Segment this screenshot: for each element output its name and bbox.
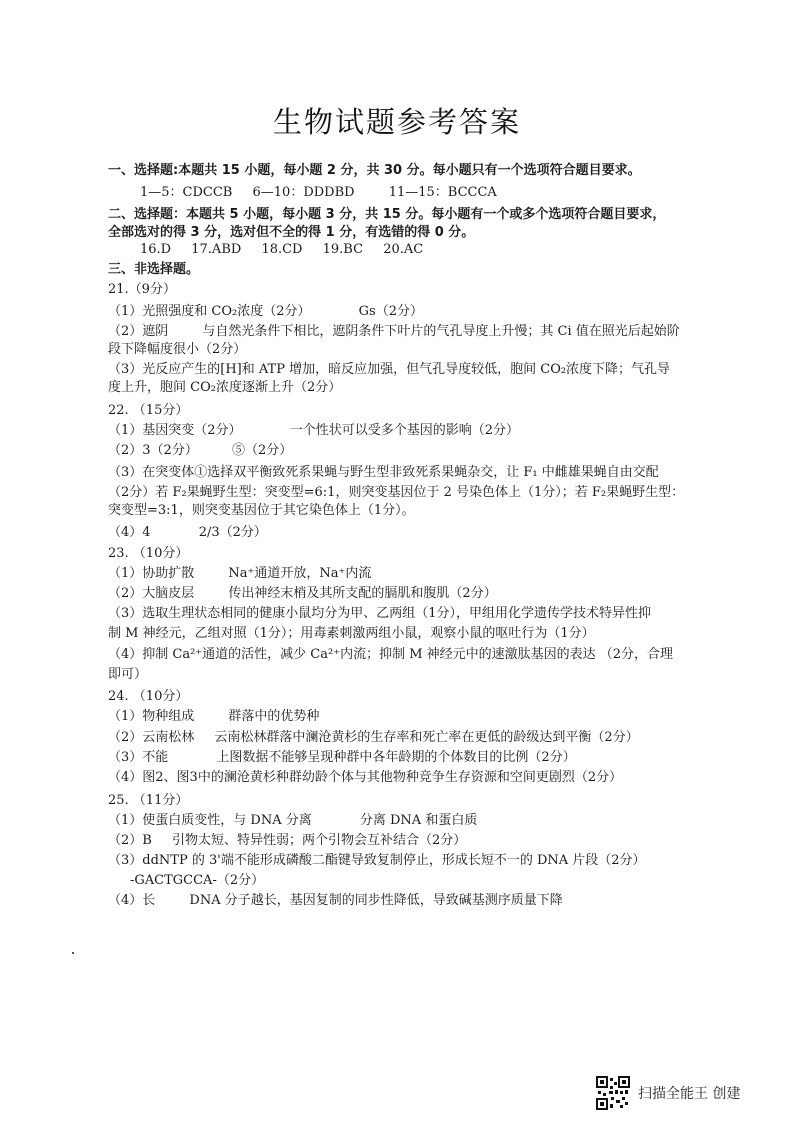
- q23-part1: [108, 565, 708, 583]
- section2-header-line1: 二、选择题：本题共 5 小题，每小题 3 分，共 15 分。每小题有一个或多个选项符合题目要求，: [108, 207, 666, 222]
- q22-part4: [108, 524, 708, 542]
- answers-11-15: 11—15：BCCCA: [388, 185, 497, 200]
- answers-6-10: 6—10：DDDBD: [252, 185, 355, 200]
- answer-16: 16.D: [140, 242, 172, 257]
- q23-part3: （3）选取生理状态相同的健康小鼠均分为甲、乙两组（1分），甲组用化学遗传学技术特异性抑: [108, 606, 652, 621]
- q25-part1-answer-a: （1）使蛋白质变性，与 DNA 分离: [108, 813, 312, 828]
- q24-part2-answer-b: 云南松林群落中澜沧黄杉的生存率和死亡率在更低的龄级达到平衡（2分）: [214, 730, 639, 745]
- q25-part2-answer-a: （2）B: [108, 833, 152, 848]
- q22-part3: （3）在突变体①选择双平衡致死系果蝇与野生型非致死系果蝇杂交，让 F₁ 中雌雄果蝇自由交配: [108, 465, 659, 480]
- q21-part1-answer-b: Gs（2分）: [358, 304, 423, 319]
- q21-part1-answer-a: （1）光照强度和 CO₂浓度（2分）: [108, 304, 311, 319]
- q22-part2: [108, 442, 708, 460]
- q22-part1: [108, 422, 708, 440]
- q21-heading: 21.（9分）: [108, 282, 176, 297]
- q25-part3-cont: -GACTGCCA-（2分）: [130, 873, 265, 888]
- scanner-watermark: [596, 1075, 740, 1111]
- q23-part3-cont: 制 M 神经元，乙组对照（1分）；用毒素刺激两组小鼠，观察小鼠的呕吐行为（1分）: [108, 626, 595, 641]
- scan-speck: [72, 952, 74, 954]
- section2-header-line2: 全部选对的得 3 分，选对但不全的得 1 分，有选错的得 0 分。: [108, 225, 475, 240]
- answer-18: 18.CD: [261, 242, 303, 257]
- q24-part3-answer-b: 上图数据不能够呈现种群中各年龄期的个体数目的比例（2分）: [216, 750, 576, 765]
- q22-part3-cont2: 突变型=3:1，则突变基因位于其它染色体上（1分）。: [108, 503, 415, 518]
- q21-part3-cont: 度上升，胞间 CO₂浓度逐渐上升（2分）: [108, 380, 342, 395]
- q23-part4-cont: 即可）: [108, 667, 148, 682]
- q25-heading: 25. （11分）: [108, 793, 189, 808]
- q25-part3: （3）ddNTP 的 3'端不能形成磷酸二酯键导致复制停止，形成长短不一的 DNA 片段（2分）: [108, 853, 646, 868]
- section3-header: 三、非选择题。: [108, 262, 200, 277]
- answer-17: 17.ABD: [191, 242, 242, 257]
- q25-part4-answer-a: （4）长: [108, 893, 156, 908]
- q23-heading: 23. （10分）: [108, 546, 189, 561]
- q21-part2: [108, 323, 708, 341]
- page-title: 生物试题参考答案: [272, 105, 521, 139]
- answers-1-5: 1—5：CDCCB: [140, 185, 233, 200]
- scanner-watermark-text: 扫描全能王 创建: [638, 1086, 741, 1102]
- q24-part3: [108, 749, 708, 767]
- section1-answers: [140, 184, 740, 202]
- q22-heading: 22. （15分）: [108, 403, 189, 418]
- q23-part2-answer-b: 传出神经末梢及其所支配的膈肌和腹肌（2分）: [228, 586, 497, 601]
- q22-part4-answer-b: 2/3（2分）: [198, 525, 267, 540]
- q24-part2-answer-a: （2）云南松林: [108, 730, 195, 745]
- q22-part2-answer-b: ⑤（2分）: [231, 443, 293, 458]
- q24-part3-answer-a: （3）不能: [108, 750, 169, 765]
- answer-19: 19.BC: [322, 242, 364, 257]
- q25-part1: [108, 812, 708, 830]
- qr-code-icon: [596, 1076, 630, 1110]
- q23-part1-answer-a: （1）协助扩散: [108, 566, 195, 581]
- q23-part4: （4）抑制 Ca²⁺通道的活性，减少 Ca²⁺内流；抑制 M 神经元中的速激肽基因的表达 （2分，合理: [108, 647, 674, 662]
- q21-part2-cont: 段下降幅度很小（2分）: [108, 342, 247, 357]
- q24-part1-answer-a: （1）物种组成: [108, 709, 195, 724]
- q25-part4: [108, 892, 708, 910]
- q24-heading: 24. （10分）: [108, 689, 189, 704]
- answer-20: 20.AC: [383, 242, 424, 257]
- section1-header: 一、选择题:本题共 15 小题，每小题 2 分，共 30 分。每小题只有一个选项符合题目要求。: [108, 163, 641, 178]
- q23-part1-answer-b: Na⁺通道开放，Na⁺内流: [228, 566, 372, 581]
- q24-part1-answer-b: 群落中的优势种: [228, 709, 320, 724]
- q24-part2: [108, 729, 708, 747]
- q25-part4-answer-b: DNA 分子越长，基因复制的同步性降低，导致碱基测序质量下降: [189, 893, 563, 908]
- q25-part1-answer-b: 分离 DNA 和蛋白质: [359, 813, 478, 828]
- q23-part2: [108, 585, 708, 603]
- q23-part2-answer-a: （2）大脑皮层: [108, 586, 195, 601]
- q24-part1: [108, 708, 708, 726]
- q24-part4: （4）图2、图3中的澜沧黄杉种群幼龄个体与其他物种竞争生存资源和空间更剧烈（2分）: [108, 770, 623, 785]
- q22-part3-cont1: （2分）若 F₂果蝇野生型：突变型=6:1，则突变基因位于 2 号染色体上（1分）；若 F₂果蝇野生型：: [108, 485, 685, 500]
- q22-part2-answer-a: （2）3（2分）: [108, 443, 198, 458]
- q21-part2-answer-a: （2）遮阴: [108, 324, 169, 339]
- q21-part1: [108, 303, 708, 321]
- q25-part2-answer-b: 引物太短、特异性弱；两个引物会互补结合（2分）: [171, 833, 467, 848]
- section2-answers: [140, 241, 740, 259]
- q21-part3: （3）光反应产生的[H]和 ATP 增加，暗反应加强，但气孔导度较低，胞间 CO₂浓度下降；气孔导: [108, 362, 671, 377]
- q22-part4-answer-a: （4）4: [108, 525, 151, 540]
- q22-part1-answer-b: 一个性状可以受多个基因的影响（2分）: [289, 423, 519, 438]
- q25-part2: [108, 832, 708, 850]
- q21-part2-answer-b: 与自然光条件下相比，遮阴条件下叶片的气孔导度上升慢；其 Ci 值在照光后起始阶: [202, 324, 680, 339]
- q22-part1-answer-a: （1）基因突变（2分）: [108, 423, 242, 438]
